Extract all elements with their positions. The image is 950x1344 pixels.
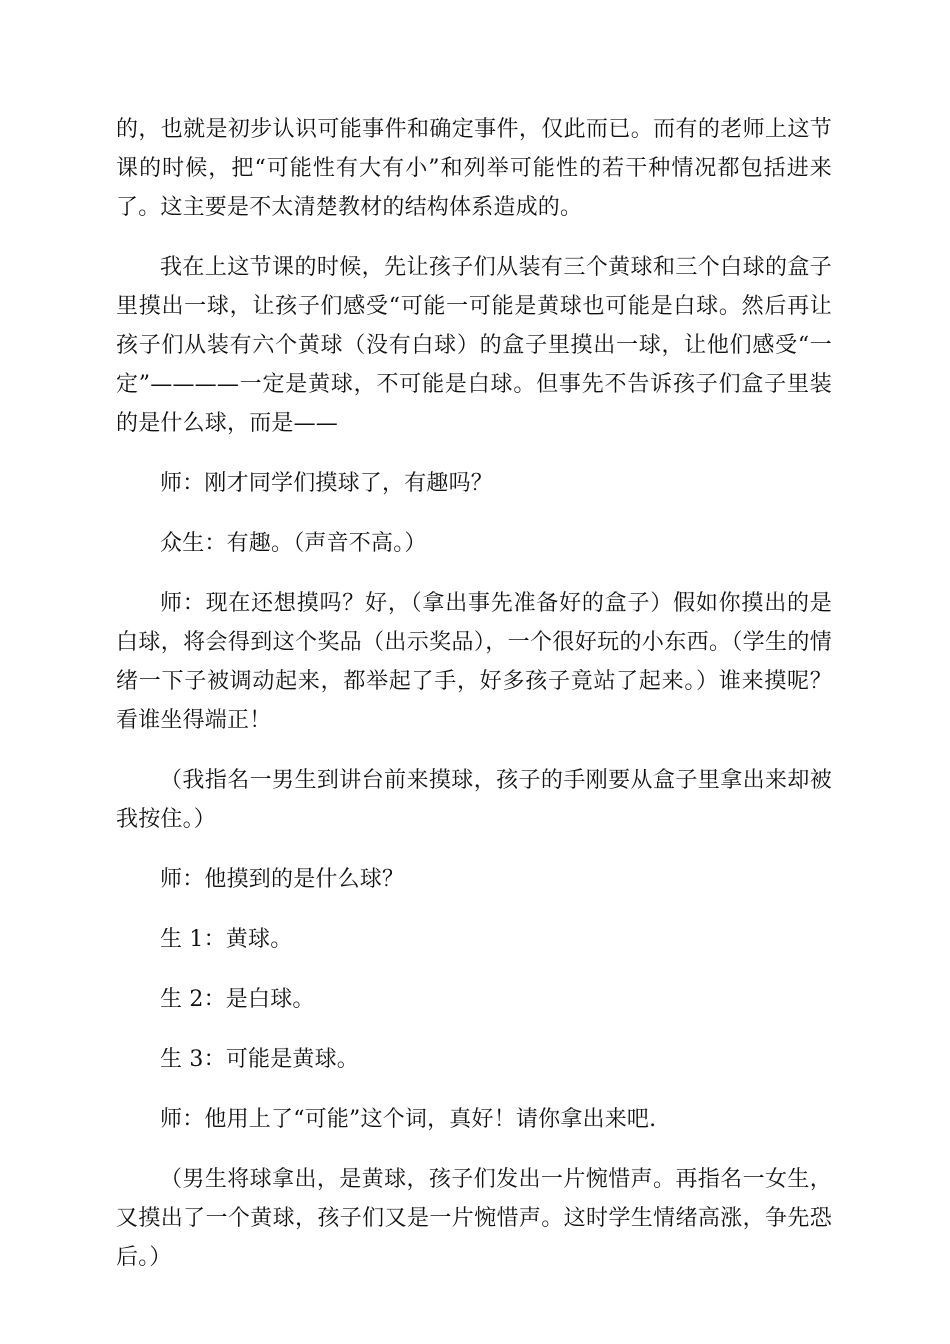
dialogue-teacher-3: 师：他摸到的是什么球？ bbox=[160, 867, 405, 892]
paragraph-lesson-description: 我在上这节课的时候，先让孩子们从装有三个黄球和三个白球的盒子里摸出一球，让孩子们感受“可能一可能是黄球也可能是白球。然后再让孩子们从装有六个黄球（没有白球）的盒子里摸出一球，让他们感受“一定”————一定是黄球，不可能是白球。但事先不告诉孩子们盒子里装的是什么球，而是—— bbox=[116, 255, 832, 436]
dialogue-student-3: 生 3：可能是黄球。 bbox=[160, 1047, 359, 1072]
stage-note-1: （我指名一男生到讲台前来摸球，孩子的手刚要从盒子里拿出来却被我按住。） bbox=[116, 768, 832, 832]
dialogue-teacher-1: 师：刚才同学们摸球了，有趣吗？ bbox=[160, 471, 494, 496]
dialogue-student-2: 生 2：是白球。 bbox=[160, 987, 315, 1012]
document-body bbox=[116, 110, 832, 1298]
dialogue-teacher-4: 师：他用上了“可能”这个词，真好！请你拿出来吧. bbox=[160, 1107, 657, 1132]
paragraph-continuation: 的，也就是初步认识可能事件和确定事件，仅此而已。而有的老师上这节课的时候，把“可能性有大有小”和列举可能性的若干种情况都包括进来了。这主要是不太清楚教材的结构体系造成的。 bbox=[116, 117, 832, 220]
dialogue-teacher-2: 师：现在还想摸吗？好，（拿出事先准备好的盒子）假如你摸出的是白球，将会得到这个奖品（出示奖品），一个很好玩的小东西。（学生的情绪一下子被调动起来，都举起了手，好多孩子竟站了起来。）谁来摸呢？看谁坐得端正！ bbox=[116, 591, 832, 733]
stage-note-2: （男生将球拿出，是黄球，孩子们发出一片惋惜声。再指名一女生，又摸出了一个黄球，孩子们又是一片惋惜声。这时学生情绪高涨，争先恐后。） bbox=[116, 1167, 832, 1270]
dialogue-student-1: 生 1：黄球。 bbox=[160, 927, 293, 952]
dialogue-students-1: 众生：有趣。（声音不高。） bbox=[160, 531, 427, 556]
